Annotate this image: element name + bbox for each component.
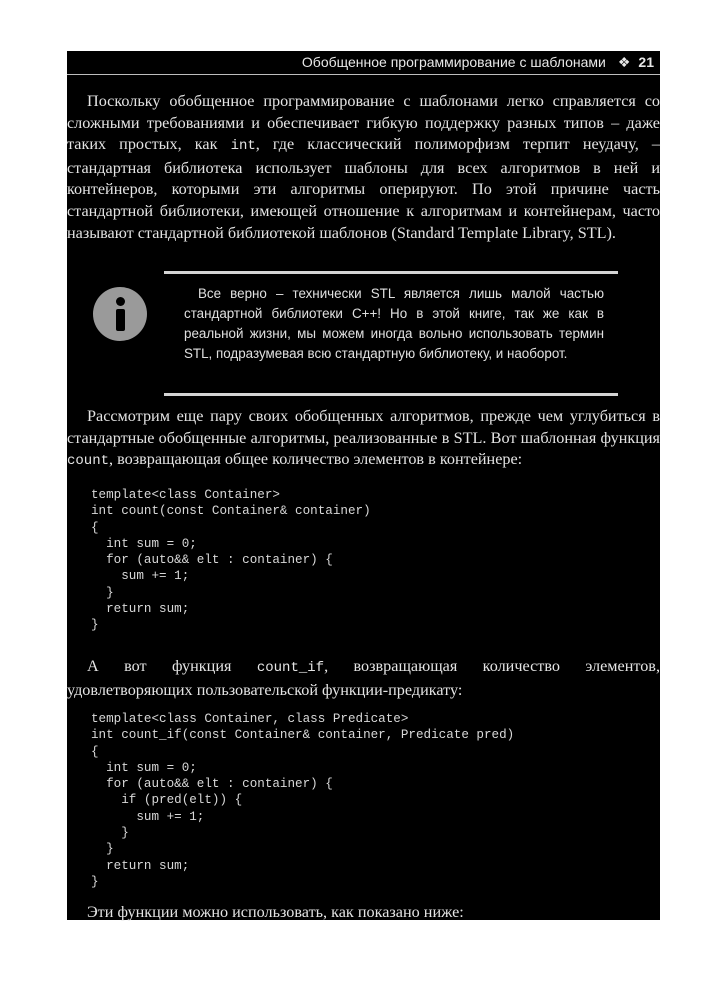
paragraph-text: , возвращающая общее количество элементов в контейнере:: [109, 450, 523, 469]
paragraph-text: Эти функции можно использовать, как показано ниже:: [87, 903, 464, 921]
code-block-count: template<class Container> int count(const Container& container) { int sum = 0; for (auto&& elt : container) { sum += 1; } return sum; }: [91, 488, 371, 633]
paragraph-count-if-intro: [67, 656, 660, 701]
paragraph-stl-intro: [67, 91, 660, 244]
paragraph-text: Поскольку обобщенное программирование с шаблонами легко справляется со сложными требованиями и обеспечивает гибкую поддержку разных типов – даже таких простых, как: [67, 92, 660, 154]
book-page: [67, 51, 660, 920]
code-block-count-if: template<class Container, class Predicate> int count_if(const Container& container, Predicate pred) { int sum = 0; for (auto&& elt : container) { if (pred(elt)) { sum += 1; } } return sum; }: [91, 712, 515, 889]
note-body: Все верно – технически STL является лишь малой частью стандартной библиотеки C++! Но в этой книге, так же как в реальной жизни, мы можем иногда вольно использовать термин STL, подразумевая всю стандартную библиотеку, и наоборот.: [184, 286, 604, 361]
inline-code: count: [67, 453, 110, 470]
running-title: Обобщенное программирование с шаблонами: [301, 54, 606, 70]
inline-code: int: [230, 138, 256, 155]
note-text: [184, 284, 604, 364]
paragraph-text: Рассмотрим еще пару своих обобщенных алгоритмов, прежде чем углубиться в стандартные обобщенные алгоритмы, реализованные в STL. Вот шаблонная функция: [67, 407, 660, 447]
paragraph-usage-intro: [67, 902, 660, 924]
running-header: [67, 51, 660, 75]
note-box: [164, 271, 618, 396]
paragraph-text: , где классический полиморфизм терпит неудачу, – стандартная библиотека использует шаблоны для всех алгоритмов в ней и контейнеров, которыми эти алгоритмы оперируют. По этой причине часть стандартной библиотеки, имеющей отношение к алгоритмам и контейнерам, часто называют стандартной библиотекой шаблонов (Standard Template Library, STL).: [67, 135, 660, 242]
fleuron-separator: ❖: [617, 54, 631, 70]
page-number: 21: [638, 54, 654, 70]
paragraph-text: А вот функция: [87, 657, 257, 675]
paragraph-count-intro: [67, 406, 660, 473]
info-icon: [93, 287, 147, 341]
inline-code: count_if: [256, 660, 325, 676]
paragraph-text: , возвращающая количество элементов, удовлетворяющих пользовательской функции-предикату:: [67, 657, 660, 699]
